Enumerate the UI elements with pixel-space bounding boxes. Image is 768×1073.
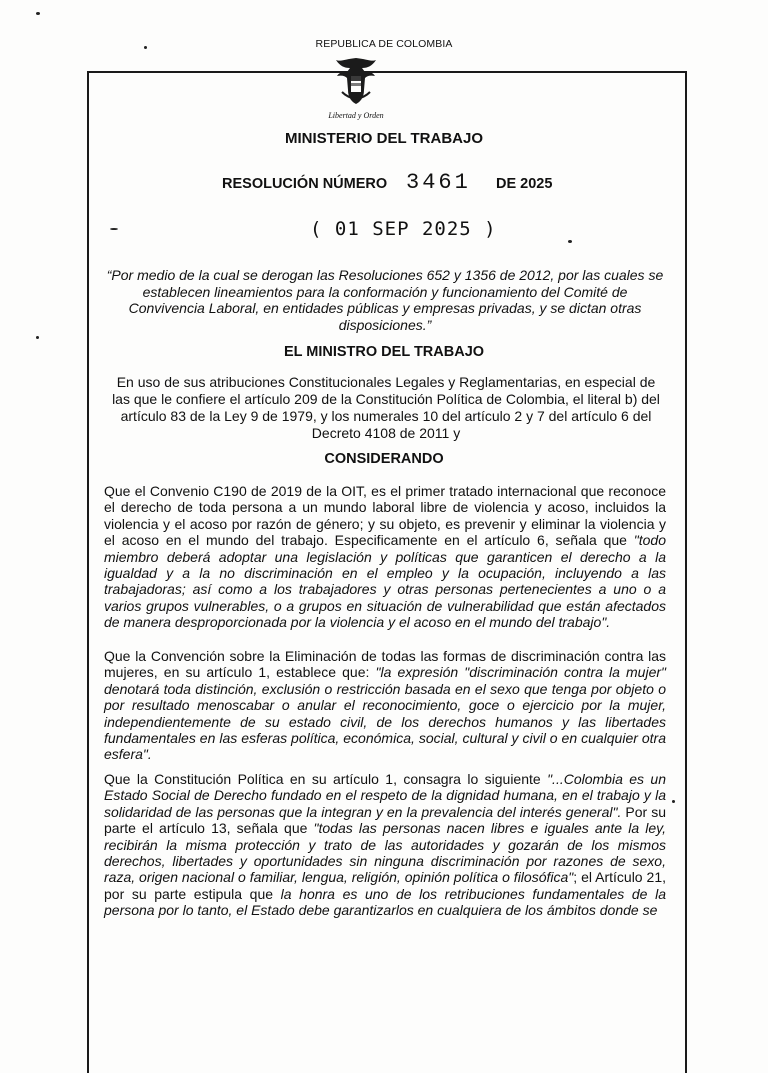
ministry-title: MINISTERIO DEL TRABAJO <box>284 130 484 147</box>
paragraph-text: Por su parte el artículo 13, señala que <box>104 803 666 837</box>
paragraph-text: Que la Constitución Política en su artículo 1, consagra lo siguiente <box>104 771 548 787</box>
scan-speck <box>110 228 118 230</box>
paragraph-quote: la honra es uno de los retribuciones fundamentales de la persona por lo tanto, el Estado debe garantizarlos en cualquiera de los ámbitos donde se <box>104 885 666 919</box>
scan-speck <box>36 12 40 15</box>
paragraph-quote: "...Colombia es un Estado Social de Derecho fundado en el respeto de la dignidad humana, en el trabajo y la solidaridad de las personas que la integran y en la prevalencia del interés general". <box>104 771 666 820</box>
resolution-year: DE 2025 <box>496 176 553 192</box>
considering-paragraph-3 <box>104 771 666 919</box>
scan-speck <box>672 800 675 803</box>
coat-of-arms-icon <box>334 56 378 106</box>
country-header: REPUBLICA DE COLOMBIA <box>315 38 453 50</box>
paragraph-quote: "la expresión "discriminación contra la mujer" denotará toda distinción, exclusión o restricción basada en el sexo que tenga por objeto o por resultado menoscabar o anular el reconocimiento, goce o ejercicio por la mujer, independientemente de su estado civil, de los derechos humanos y las libertades fundamentales en las esferas política, económica, social, cultural y civil o en cualquier otra esfera". <box>104 664 666 763</box>
scan-speck <box>144 46 147 49</box>
scan-speck <box>36 336 39 339</box>
paragraph-quote: "todo miembro deberá adoptar una legislación y políticas que garanticen el derecho a la igualdad y a la no discriminación en el empleo y la ocupación, incluyendo a las trabajadoras; así como a los trabajadores y otras personas pertenecientes a uno o a varios grupos vulnerables, o a grupos en situación de vulnerabilidad que están afectados de manera desproporcionada por la violencia y el acoso en el mundo del trabajo". <box>104 532 666 631</box>
considering-heading: CONSIDERANDO <box>324 451 444 467</box>
crest-motto: Libertad y Orden <box>328 111 384 120</box>
paragraph-quote: "todas las personas nacen libres e iguales ante la ley, recibirán la misma protección y trato de las autoridades y gozarán de los mismos derechos, libertades y oportunidades sin ninguna discriminación por razones de sexo, raza, origen nacional o familiar, lengua, religión, opinión política o filosófica" <box>104 820 666 886</box>
paragraph-text: ; el Artículo 21, por su parte estipula que <box>104 869 666 902</box>
minister-heading: EL MINISTRO DEL TRABAJO <box>283 344 485 360</box>
paragraph-text: Que el Convenio C190 de 2019 de la OIT, es el primer tratado internacional que reconoce el derecho de toda persona a un mundo laboral libre de violencia y acoso, incluidos la violencia y el acoso por razón de género; y su objeto, es prevenir y eliminar la violencia y el acoso en el mundo del trabajo. Especificamente en el artículo 6, señala que <box>104 483 666 549</box>
considering-paragraph-1 <box>104 483 666 631</box>
powers-paragraph: En uso de sus atribuciones Constitucionales Legales y Reglamentarias, en especial de las que le confiere el artículo 209 de la Constitución Política de Colombia, el literal b) del artículo 83 de la Ley 9 de 1979, y los numerales 10 del artículo 2 y 7 del artículo 6 del Decreto 4108 de 2011 y <box>112 374 660 441</box>
resolution-number: 3461 <box>406 170 471 195</box>
date-stamp: ( 01 SEP 2025 ) <box>310 218 497 240</box>
resolution-epigraph: “Por medio de la cual se derogan las Resoluciones 652 y 1356 de 2012, por las cuales se establecen lineamientos para la conformación y funcionamiento del Comité de Convivencia Laboral, en entidades públicas y empresas privadas, y se dictan otras disposiciones.” <box>106 267 664 333</box>
resolution-label: RESOLUCIÓN NÚMERO <box>222 176 388 192</box>
paragraph-text: Que la Convención sobre la Eliminación de todas las formas de discriminación contra las mujeres, en su artículo 1, establece que: <box>104 648 666 681</box>
scan-speck <box>568 240 572 243</box>
considering-paragraph-2 <box>104 648 666 763</box>
